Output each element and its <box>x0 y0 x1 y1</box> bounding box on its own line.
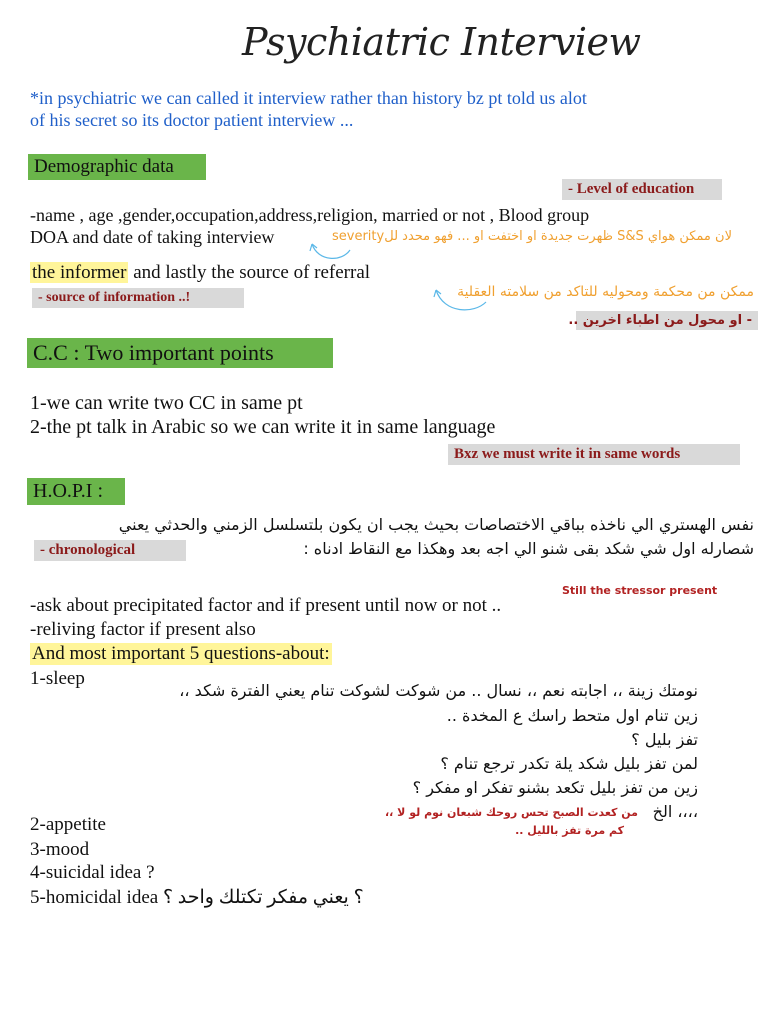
informer-rest: and lastly the source of referral <box>128 262 371 283</box>
intro-line-2: of his secret so its doctor patient interview ... <box>30 110 354 130</box>
page-title: Psychiatric Interview <box>242 20 641 64</box>
sleep-note-1: من كعدت الصبح تحس روحك شبعان نوم لو لا ،، <box>385 806 638 819</box>
hopi-heading: H.O.P.I : <box>27 478 125 505</box>
cc-point-2: 2-the pt talk in Arabic so we can write it in same language <box>30 416 496 438</box>
severity-arrow-icon <box>306 236 356 264</box>
sleep-arabic-5: زين من تفز بليل تكعد بشنو تفكر او مفكر ؟ <box>412 778 698 797</box>
sleep-note-2: كم مرة تفز بالليل .. <box>515 824 624 837</box>
precipitating-line: -ask about precipitated factor and if present until now or not .. <box>30 595 502 616</box>
relieving-line: -reliving factor if present also <box>30 619 256 640</box>
chrono-note: - chronological <box>34 540 186 561</box>
demographic-line-1: -name , age ,gender,occupation,address,religion, married or not , Blood group <box>30 205 590 225</box>
referral-note: - او محول من اطباء اخرين .. <box>576 311 758 330</box>
five-questions-heading: And most important 5 questions-about: <box>32 643 330 664</box>
question-mood: 3-mood <box>30 839 90 860</box>
sleep-arabic-4: لمن تفز بليل شكد يلة تكدر ترجع تنام ؟ <box>440 754 698 773</box>
cc-heading: C.C : Two important points <box>27 338 333 368</box>
sleep-arabic-2: زين تنام اول متحط راسك ع المخدة .. <box>446 706 698 725</box>
cc-note: Bxz we must write it in same words <box>448 444 740 465</box>
question-sleep: 1-sleep <box>30 668 85 689</box>
demographic-line-2: DOA and date of taking interview <box>30 227 275 247</box>
stressor-note: Still the stressor present <box>562 584 718 597</box>
intro-line-1: *in psychiatric we can called it interview rather than history bz pt told us alot <box>30 88 587 108</box>
hopi-arabic-2: شصارله اول شي شكد بقى شنو الي اجه بعد وهكذا مع النقاط ادناه : <box>303 539 754 558</box>
hopi-arabic-1: نفس الهستري الي ناخذه بباقي الاختصاصات بحيث يجب ان يكون بلتسلسل الزمني والحدثي يعني <box>118 515 754 534</box>
education-note: - Level of education <box>562 179 722 200</box>
sleep-arabic-1: نومتك زينة ،، اجابته نعم ،، نسال .. من شوكت لشوكت تنام يعني الفترة شكد ،، <box>179 681 698 700</box>
informer-line <box>30 262 370 284</box>
legal-arrow-icon <box>430 284 490 316</box>
source-note: - source of information ..! <box>32 288 244 308</box>
informer-highlight: the informer <box>32 262 127 283</box>
question-suicidal: 4-suicidal idea ? <box>30 862 155 883</box>
demographic-heading: Demographic data <box>28 154 206 180</box>
sleep-arabic-3: تفز بليل ؟ <box>631 730 698 749</box>
question-homicidal: 5-homicidal idea ؟ يعني مفكر تكتلك واحد ؟ <box>30 887 364 908</box>
severity-note: لان ممكن هواي S&S ظهرت جديدة او اختفت او ... فهو محدد للseverity <box>332 229 732 244</box>
question-appetite: 2-appetite <box>30 814 106 835</box>
cc-point-1: 1-we can write two CC in same pt <box>30 392 303 414</box>
sleep-arabic-6: ،،،، الخ <box>652 802 698 821</box>
legal-note: ممكن من محكمة ومحوليه للتاكد من سلامته العقلية <box>457 284 754 300</box>
